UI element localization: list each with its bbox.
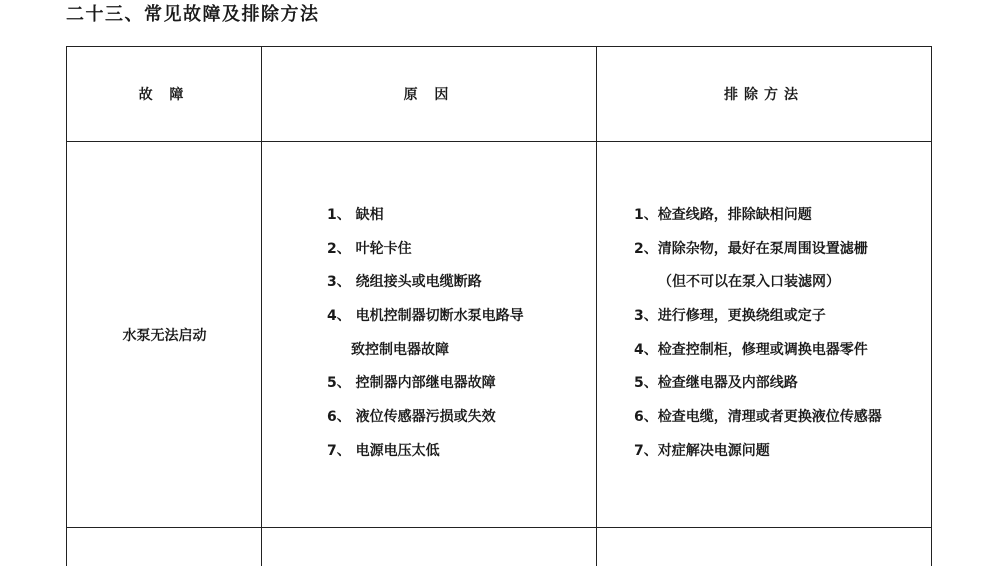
cause-item: 2、 叶轮卡住 bbox=[327, 240, 412, 257]
header-remedy: 排除方法 bbox=[724, 87, 804, 103]
page-title: 二十三、常见故障及排除方法 bbox=[66, 4, 320, 25]
remedy-item: 4、检查控制柜，修理或调换电器零件 bbox=[634, 341, 868, 358]
cause-list bbox=[327, 199, 524, 469]
remedy-item: 6、检查电缆，清理或者更换液位传感器 bbox=[634, 409, 882, 426]
cause-item: 3、 绕组接头或电缆断路 bbox=[327, 274, 482, 291]
remedy-item: 7、对症解决电源问题 bbox=[634, 442, 770, 459]
remedy-item: 1、检查线路，排除缺相问题 bbox=[634, 207, 812, 223]
fault-name: 水泵无法启动 bbox=[122, 327, 207, 344]
row-divider bbox=[66, 527, 932, 528]
cause-item-continuation: 致控制电器故障 bbox=[351, 341, 449, 358]
cause-item: 1、 缺相 bbox=[327, 207, 384, 223]
cause-item: 7、 电源电压太低 bbox=[327, 442, 440, 459]
header-fault: 故 障 bbox=[138, 87, 190, 103]
cause-item: 6、 液位传感器污损或失效 bbox=[327, 409, 496, 426]
remedy-item: 5、检查继电器及内部线路 bbox=[634, 375, 798, 392]
header-cause: 原 因 bbox=[403, 87, 455, 103]
cause-item: 4、 电机控制器切断水泵电路导 bbox=[327, 308, 524, 325]
remedy-item: 2、清除杂物，最好在泵周围设置滤栅 bbox=[634, 240, 868, 257]
remedy-item: 3、进行修理，更换绕组或定子 bbox=[634, 308, 826, 325]
remedy-list bbox=[634, 199, 882, 469]
cause-item: 5、 控制器内部继电器故障 bbox=[327, 375, 496, 392]
table-right-border bbox=[931, 46, 932, 566]
remedy-item-continuation: （但不可以在泵入口装滤网） bbox=[658, 274, 840, 291]
